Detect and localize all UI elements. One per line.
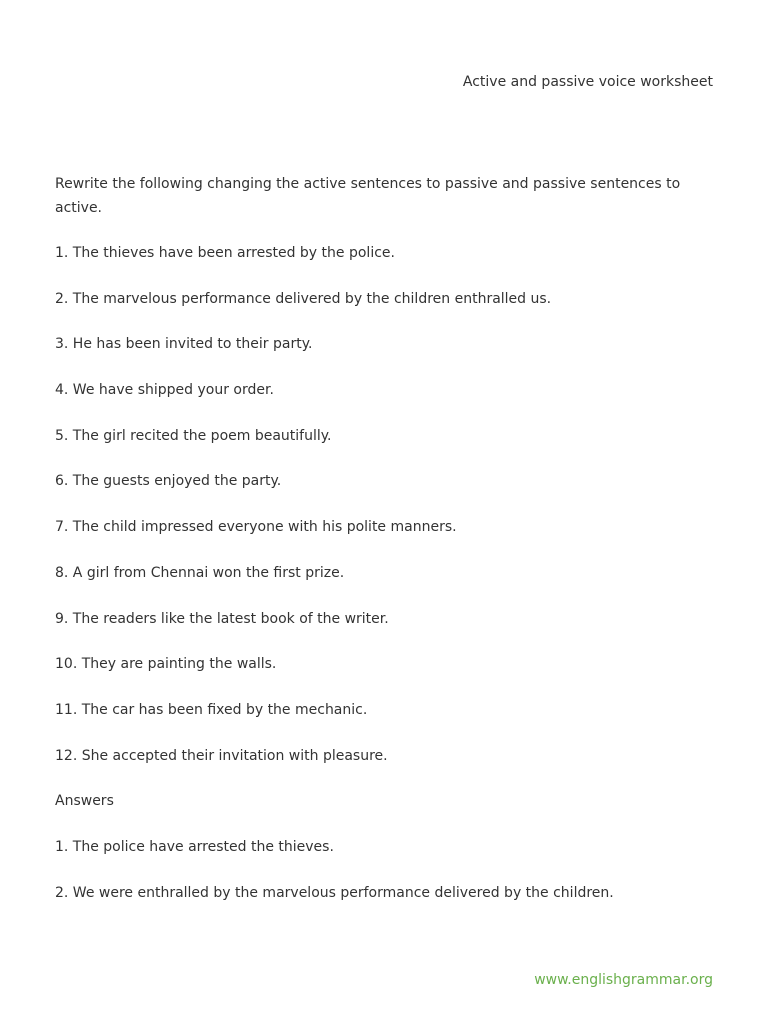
worksheet-body (55, 173, 695, 927)
question-item: 2. The marvelous performance delivered by the children enthralled us. (55, 290, 552, 307)
question-item: 4. We have shipped your order. (55, 382, 274, 399)
answers-heading: Answers (55, 793, 114, 810)
question-item: 3. He has been invited to their party. (55, 336, 313, 353)
question-item: 7. The child impressed everyone with his polite manners. (55, 519, 457, 536)
worksheet-title: Active and passive voice worksheet (462, 74, 713, 90)
question-item: 11. The car has been fixed by the mechanic. (55, 701, 368, 718)
question-item: 6. The guests enjoyed the party. (55, 473, 282, 490)
question-item: 12. She accepted their invitation with pleasure. (55, 747, 388, 764)
answer-item: 1. The police have arrested the thieves. (55, 838, 334, 855)
question-item: 8. A girl from Chennai won the first prize. (55, 564, 345, 581)
instructions-text: Rewrite the following changing the active sentences to passive and passive sentences to active. (55, 176, 681, 216)
footer-website-link[interactable]: www.englishgrammar.org (534, 972, 713, 988)
answer-item: 2. We were enthralled by the marvelous performance delivered by the children. (55, 884, 614, 901)
question-item: 10. They are painting the walls. (55, 656, 277, 673)
question-item: 9. The readers like the latest book of the writer. (55, 610, 389, 627)
question-item: 5. The girl recited the poem beautifully. (55, 427, 332, 444)
question-item: 1. The thieves have been arrested by the police. (55, 245, 395, 261)
